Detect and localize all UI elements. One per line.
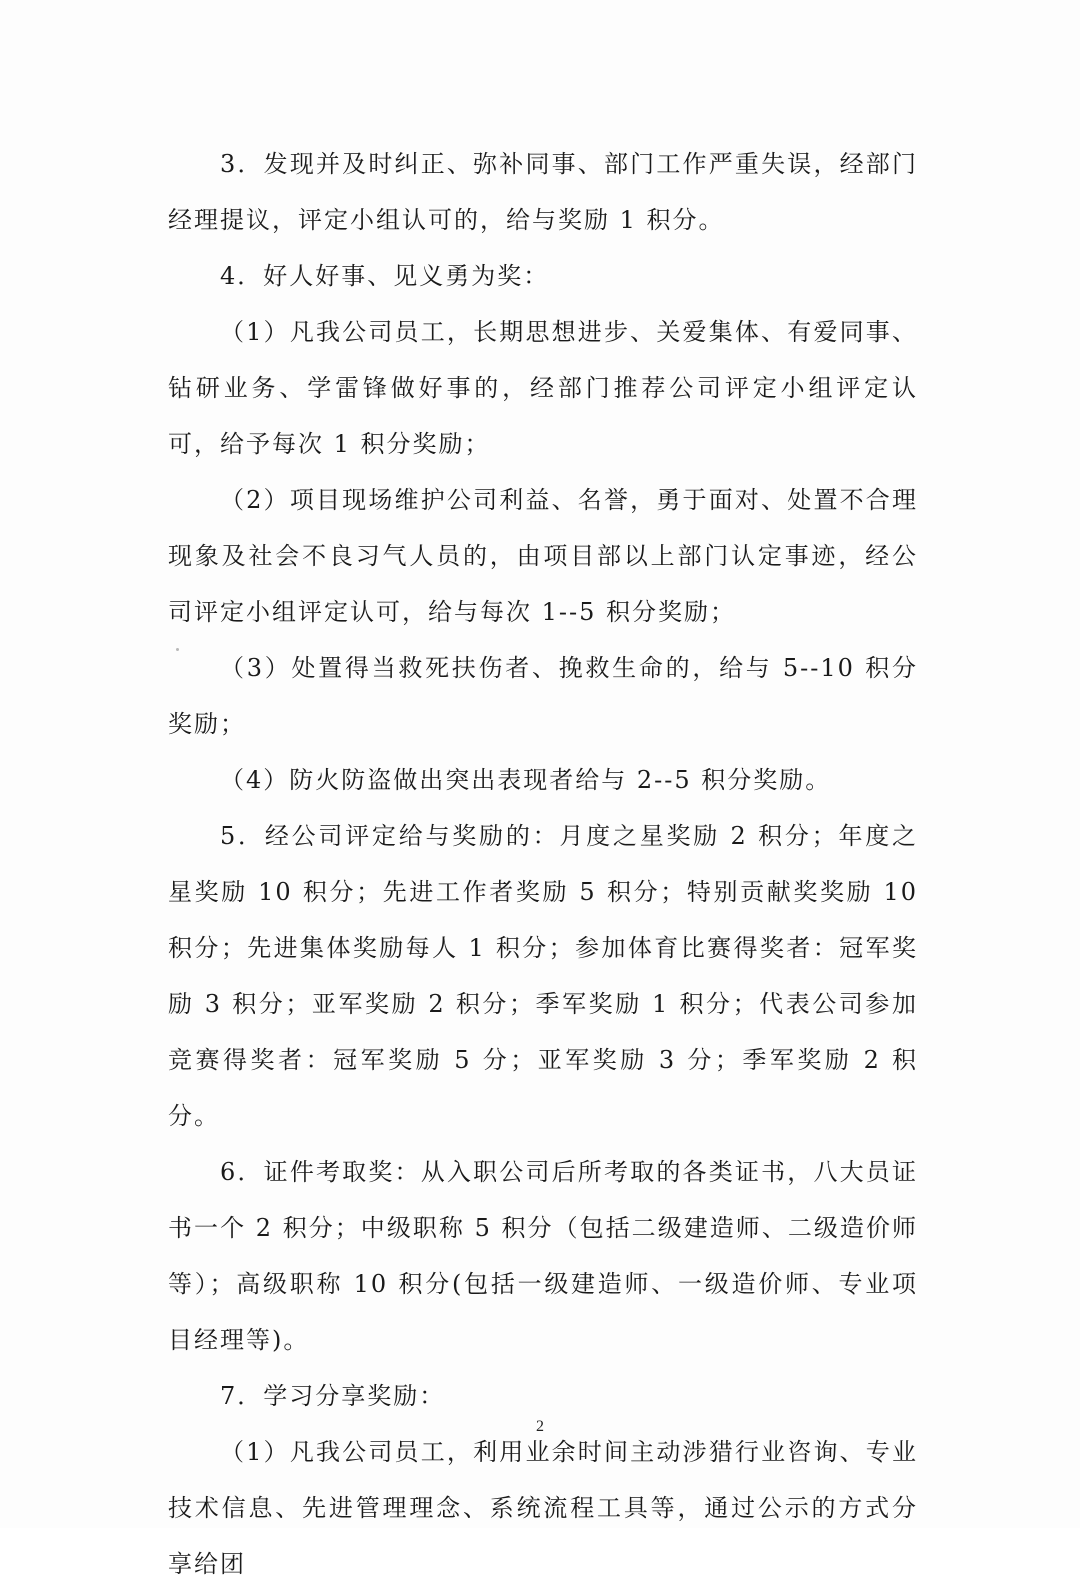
page-number: 2 bbox=[536, 1418, 544, 1435]
paragraph-item-5: 5．经公司评定给与奖励的：月度之星奖励 2 积分；年度之星奖励 10 积分；先进工作者奖励 5 积分；特别贡献奖奖励 10 积分；先进集体奖励每人 1 积分；参加体育比赛得奖者：冠军奖励 3 积分；亚军奖励 2 积分；季军奖励 1 积分；代表公司参加竞赛得奖者：冠军奖励 5 分；亚军奖励 3 分；季军奖励 2 积分。 bbox=[168, 822, 918, 1130]
paragraph-item-7-1: （1）凡我公司员工，利用业余时间主动涉猎行业咨询、专业技术信息、先进管理理念、系统流程工具等，通过公示的方式分享给团 bbox=[168, 1438, 918, 1578]
paragraph-item-3: 3．发现并及时纠正、弥补同事、部门工作严重失误，经部门经理提议，评定小组认可的，给与奖励 1 积分。 bbox=[168, 150, 918, 234]
scan-speck bbox=[176, 648, 179, 651]
paragraph-item-7-heading: 7．学习分享奖励： bbox=[220, 1382, 446, 1410]
document-body bbox=[168, 136, 918, 1592]
paragraph-item-4-heading: 4．好人好事、见义勇为奖： bbox=[220, 262, 550, 290]
paragraph-item-4-2: （2）项目现场维护公司利益、名誉，勇于面对、处置不合理现象及社会不良习气人员的，由项目部以上部门认定事迹，经公司评定小组评定认可，给与每次 1--5 积分奖励； bbox=[168, 486, 918, 626]
paragraph-item-4-4: （4）防火防盗做出突出表现者给与 2--5 积分奖励。 bbox=[220, 766, 832, 794]
paragraph-item-4-3: （3）处置得当救死扶伤者、挽救生命的，给与 5--10 积分奖励； bbox=[168, 654, 918, 738]
paragraph-item-6: 6．证件考取奖：从入职公司后所考取的各类证书，八大员证书一个 2 积分；中级职称 5 积分（包括二级建造师、二级造价师等）；高级职称 10 积分(包括一级建造师、一级造价师、专业项目经理等)。 bbox=[168, 1158, 918, 1354]
paragraph-item-4-1: （1）凡我公司员工，长期思想进步、关爱集体、有爱同事、钻研业务、学雷锋做好事的，经部门推荐公司评定小组评定认可，给予每次 1 积分奖励； bbox=[168, 318, 918, 458]
